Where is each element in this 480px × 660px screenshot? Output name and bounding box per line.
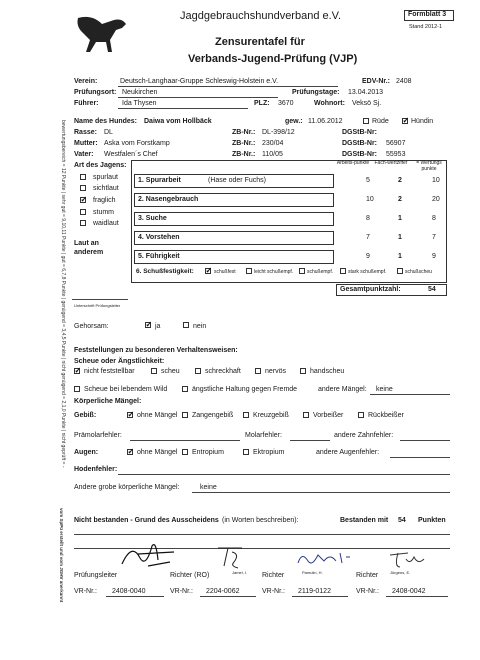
mutter-dgstb-label: DGStB-Nr: bbox=[342, 140, 377, 147]
schuss-opt-0: schußfest bbox=[214, 269, 236, 275]
nicht-bestanden-sub: (in Worten beschreiben): bbox=[222, 517, 299, 524]
pruefungsleiter-label: Prüfungsleiter bbox=[74, 572, 118, 579]
scheue-checkbox-0[interactable] bbox=[74, 368, 80, 374]
laut-opt-waidlaut: waidlaut bbox=[93, 220, 119, 227]
dog-logo bbox=[72, 10, 130, 54]
augen-checkbox-2[interactable] bbox=[243, 449, 249, 455]
punkten-label: Punkten bbox=[418, 517, 446, 524]
org-name: Jagdgebrauchshundverband e.V. bbox=[180, 10, 342, 22]
score-fw: 2 bbox=[398, 177, 402, 184]
gebiss-checkbox-0[interactable] bbox=[127, 412, 133, 418]
ort-value: Neukirchen bbox=[122, 89, 158, 96]
laut-anderem-label: anderem bbox=[74, 249, 104, 256]
praemolar-label: Prämolarfehler: bbox=[74, 432, 122, 439]
hoden-label: Hodenfehler: bbox=[74, 466, 118, 473]
score-row-label: 3. Suche bbox=[138, 215, 167, 222]
gebiss-checkbox-4[interactable] bbox=[358, 412, 364, 418]
header-wertungspunkte: = Wertungs punkte bbox=[416, 160, 442, 172]
bestanden-value: 54 bbox=[398, 517, 406, 524]
wohnort-value: Veksö Sj. bbox=[352, 100, 382, 107]
scheue-opt-2: schreckhaft bbox=[205, 368, 241, 375]
augen-opt-2: Ektropium bbox=[253, 449, 285, 456]
grobe-value: keine bbox=[200, 484, 217, 491]
score-ap: 9 bbox=[366, 253, 370, 260]
rasse-label: Rasse: bbox=[74, 129, 97, 136]
vater-dgstb-label: DGStB-Nr: bbox=[342, 151, 377, 158]
scheue-opt-0: nicht feststellbar bbox=[84, 368, 135, 375]
dgstb-label: DGStB-Nr: bbox=[342, 129, 377, 136]
zahn-label: andere Zahnfehler: bbox=[334, 432, 394, 439]
margin-bottom-note: vom SpPü erstellt und vom JGHV anerkannt bbox=[59, 508, 64, 603]
molar-label: Molarfehler: bbox=[245, 432, 282, 439]
schuss-opt-4: schußscheu bbox=[405, 269, 432, 275]
scheue-checkbox-3[interactable] bbox=[255, 368, 261, 374]
gebiss-checkbox-2[interactable] bbox=[243, 412, 249, 418]
bestanden-mit: Bestanden mit bbox=[340, 517, 389, 524]
schuss-checkbox-4[interactable] bbox=[397, 268, 403, 274]
augenfehler-label: andere Augenfehler: bbox=[316, 449, 380, 456]
mutter-zb-label: ZB-Nr.: bbox=[232, 140, 256, 147]
gew-label: gew.: bbox=[285, 118, 303, 125]
form-status: Stand 2012-1 bbox=[409, 24, 443, 30]
wohnort-label: Wohnort: bbox=[314, 100, 345, 107]
scheue-opt-1: scheu bbox=[161, 368, 180, 375]
schuss-checkbox-2[interactable] bbox=[299, 268, 305, 274]
andere-maengel-value: keine bbox=[376, 386, 393, 393]
vr-num-1: 2408-0040 bbox=[112, 588, 146, 595]
header-arbeitspunkte: Arbeits-punkte bbox=[336, 160, 370, 166]
vr-num-2: 2204-0062 bbox=[206, 588, 240, 595]
score-wp: 8 bbox=[432, 215, 436, 222]
ort-label: Prüfungsort: bbox=[74, 89, 117, 96]
score-wp: 20 bbox=[432, 196, 440, 203]
gebiss-opt-0: ohne Mängel bbox=[137, 412, 178, 419]
nicht-bestanden-label: Nicht bestanden - Grund des Ausscheidens bbox=[74, 517, 219, 524]
mutter-dgstb: 56907 bbox=[386, 140, 406, 147]
edv-value: 2408 bbox=[396, 78, 412, 85]
laut-checkbox-stumm[interactable] bbox=[80, 209, 86, 215]
edv-label: EDV-Nr.: bbox=[362, 78, 391, 85]
richter-ro-name: Jamel, I. bbox=[232, 570, 248, 575]
title-line1: Zensurentafel für bbox=[215, 36, 305, 48]
zb-label: ZB-Nr.: bbox=[232, 129, 256, 136]
schuss-checkbox-1[interactable] bbox=[246, 268, 252, 274]
schuss-checkbox-0[interactable] bbox=[205, 268, 211, 274]
vr-num-3: 2119-0122 bbox=[298, 588, 331, 595]
augen-checkbox-1[interactable] bbox=[182, 449, 188, 455]
mutter-label: Mutter: bbox=[74, 140, 98, 147]
gebiss-checkbox-1[interactable] bbox=[182, 412, 188, 418]
tage-label: Prüfungstage: bbox=[292, 89, 340, 96]
koerper-label: Körperliche Mängel: bbox=[74, 398, 142, 405]
dog-name-value: Daiwa vom Hollbäck bbox=[144, 118, 212, 125]
header-fachwertziffer: Fach-wertziffer bbox=[374, 160, 408, 166]
score-ap: 8 bbox=[366, 215, 370, 222]
richter-2-name: Pamulin, H. bbox=[302, 570, 323, 575]
total-value: 54 bbox=[428, 286, 436, 293]
score-row-label: 1. Spurarbeit bbox=[138, 177, 181, 184]
gebiss-checkbox-3[interactable] bbox=[303, 412, 309, 418]
score-wp: 10 bbox=[432, 177, 440, 184]
augen-checkbox-0[interactable] bbox=[127, 449, 133, 455]
signature-pruefungsleiter bbox=[118, 538, 178, 570]
grobe-label: Andere grobe körperliche Mängel: bbox=[74, 484, 180, 491]
laut-checkbox-waidlaut[interactable] bbox=[80, 220, 86, 226]
vr-label-2: VR-Nr.: bbox=[170, 588, 193, 595]
laut-checkbox-sichtlaut[interactable] bbox=[80, 185, 86, 191]
aengst-checkbox[interactable] bbox=[182, 386, 188, 392]
laut-opt-spurlaut: spurlaut bbox=[93, 174, 118, 181]
title-line2: Verbands-Jugend-Prüfung (VJP) bbox=[188, 53, 358, 65]
scheue-opt-4: handscheu bbox=[310, 368, 345, 375]
score-fw: 2 bbox=[398, 196, 402, 203]
laut-title: Art des Jagens: bbox=[74, 162, 127, 169]
schuss-label: 6. Schußfestigkeit: bbox=[136, 268, 194, 275]
score-row-label: 2. Nasengebrauch bbox=[138, 196, 199, 203]
mutter-value: Aska vom Forstkamp bbox=[104, 140, 170, 147]
richter-label-2: Richter bbox=[262, 572, 285, 579]
vater-zb: 110/05 bbox=[262, 151, 283, 158]
score-fw: 1 bbox=[398, 253, 402, 260]
feststellungen-title: Feststellungen zu besonderen Verhaltensweisen: bbox=[74, 347, 238, 354]
verein-value: Deutsch-Langhaar-Gruppe Schleswig-Holstein e.V. bbox=[120, 78, 279, 85]
score-row-label: 5. Führigkeit bbox=[138, 253, 180, 260]
total-label: Gesamtpunktzahl: bbox=[340, 286, 401, 293]
huendin-label: Hündin bbox=[411, 118, 434, 125]
augen-label: Augen: bbox=[74, 449, 99, 456]
vr-label-4: VR-Nr.: bbox=[356, 588, 379, 595]
gebiss-opt-2: Kreuzgebiß bbox=[253, 412, 289, 419]
aengst-label: ängstliche Haltung gegen Fremde bbox=[192, 386, 298, 393]
vr-label-3: VR-Nr.: bbox=[262, 588, 285, 595]
laut-checkbox-fraglich[interactable] bbox=[80, 197, 86, 203]
scheue-checkbox-4[interactable] bbox=[300, 368, 306, 374]
scheue-label: Scheue oder Ängstlichkeit: bbox=[74, 358, 165, 365]
fuehrer-label: Führer: bbox=[74, 100, 99, 107]
vater-value: Westfalen´s Chef bbox=[104, 151, 158, 158]
vater-label: Vater: bbox=[74, 151, 94, 158]
augen-opt-1: Entropium bbox=[192, 449, 224, 456]
ruede-checkbox[interactable] bbox=[363, 118, 369, 124]
andere-maengel-label: andere Mängel: bbox=[318, 386, 367, 393]
signature-richter-2 bbox=[296, 549, 354, 569]
zb-value: DL-398/12 bbox=[262, 129, 295, 136]
gehorsam-ja: ja bbox=[155, 323, 161, 330]
gew-value: 11.06.2012 bbox=[308, 118, 343, 125]
score-wp: 9 bbox=[432, 253, 436, 260]
tage-value: 13.04.2013 bbox=[348, 89, 384, 96]
richter-label-3: Richter bbox=[356, 572, 379, 579]
gehorsam-label: Gehorsam: bbox=[74, 323, 109, 330]
vr-label-1: VR-Nr.: bbox=[74, 588, 97, 595]
laut-opt-sichtlaut: sichtlaut bbox=[93, 185, 119, 192]
vr-num-4: 2408-0042 bbox=[392, 588, 426, 595]
gehorsam-nein: nein bbox=[193, 323, 207, 330]
pruefungsleiter-caption: Unterschrift Prüfungsleiter bbox=[74, 303, 121, 308]
scheue-checkbox-1[interactable] bbox=[151, 368, 157, 374]
ruede-label: Rüde bbox=[372, 118, 389, 125]
score-row-note: (Hase oder Fuchs) bbox=[208, 177, 266, 184]
schuss-opt-2: schußempf. bbox=[307, 269, 334, 275]
signature-richter-3 bbox=[388, 549, 428, 571]
score-wp: 7 bbox=[432, 234, 436, 241]
gebiss-opt-4: Rückbeißer bbox=[368, 412, 404, 419]
vater-zb-label: ZB-Nr.: bbox=[232, 151, 256, 158]
laut-opt-stumm: stumm bbox=[93, 209, 114, 216]
plz-label: PLZ: bbox=[254, 100, 270, 107]
laut-opt-fraglich: fraglich bbox=[93, 197, 116, 204]
score-ap: 7 bbox=[366, 234, 370, 241]
gehorsam-ja-checkbox[interactable] bbox=[145, 322, 151, 328]
verein-label: Verein: bbox=[74, 78, 98, 85]
plz-value: 3670 bbox=[278, 100, 294, 107]
gebiss-opt-3: Vorbeißer bbox=[313, 412, 344, 419]
laut-checkbox-spurlaut[interactable] bbox=[80, 174, 86, 180]
scheue-checkbox-2[interactable] bbox=[195, 368, 201, 374]
dog-name-label: Name des Hundes: bbox=[74, 118, 138, 125]
score-ap: 10 bbox=[366, 196, 374, 203]
score-fw: 1 bbox=[398, 234, 402, 241]
gehorsam-nein-checkbox[interactable] bbox=[183, 322, 189, 328]
vater-dgstb: 55953 bbox=[386, 151, 406, 158]
scheue-opt-3: nervös bbox=[265, 368, 287, 375]
schuss-opt-3: stark schußempf. bbox=[348, 269, 387, 275]
form-number: Formblatt 3 bbox=[408, 11, 447, 18]
rasse-value: DL bbox=[104, 129, 113, 136]
margin-legend: bewertungsbereich = 12 Punkte | sehr gut = 9,10,11 Punkte | gut = 6,7,8 Punkte | genügend = 3,4,5 Punkte | nicht genügend = 2,1,0 Punkte | nicht geprüft = - bbox=[60, 120, 66, 468]
schuss-checkbox-3[interactable] bbox=[340, 268, 346, 274]
signature-richter-ro bbox=[214, 544, 248, 570]
wild-label: Scheue bei lebendem Wild bbox=[84, 386, 168, 393]
wild-checkbox[interactable] bbox=[74, 386, 80, 392]
richter-3-name: Jürgens, E. bbox=[390, 570, 411, 575]
score-ap: 5 bbox=[366, 177, 370, 184]
fuehrer-value: Ida Thysen bbox=[122, 100, 157, 107]
score-row-label: 4. Vorstehen bbox=[138, 234, 180, 241]
gebiss-label: Gebiß: bbox=[74, 412, 97, 419]
huendin-checkbox[interactable] bbox=[402, 118, 408, 124]
mutter-zb: 230/04 bbox=[262, 140, 284, 147]
gebiss-opt-1: Zangengebiß bbox=[192, 412, 234, 419]
augen-opt-0: ohne Mängel bbox=[137, 449, 178, 456]
laut-an-label: Laut an bbox=[74, 240, 99, 247]
score-fw: 1 bbox=[398, 215, 402, 222]
schuss-opt-1: leicht schußempf. bbox=[254, 269, 294, 275]
richter-ro-label: Richter (RO) bbox=[170, 572, 210, 579]
